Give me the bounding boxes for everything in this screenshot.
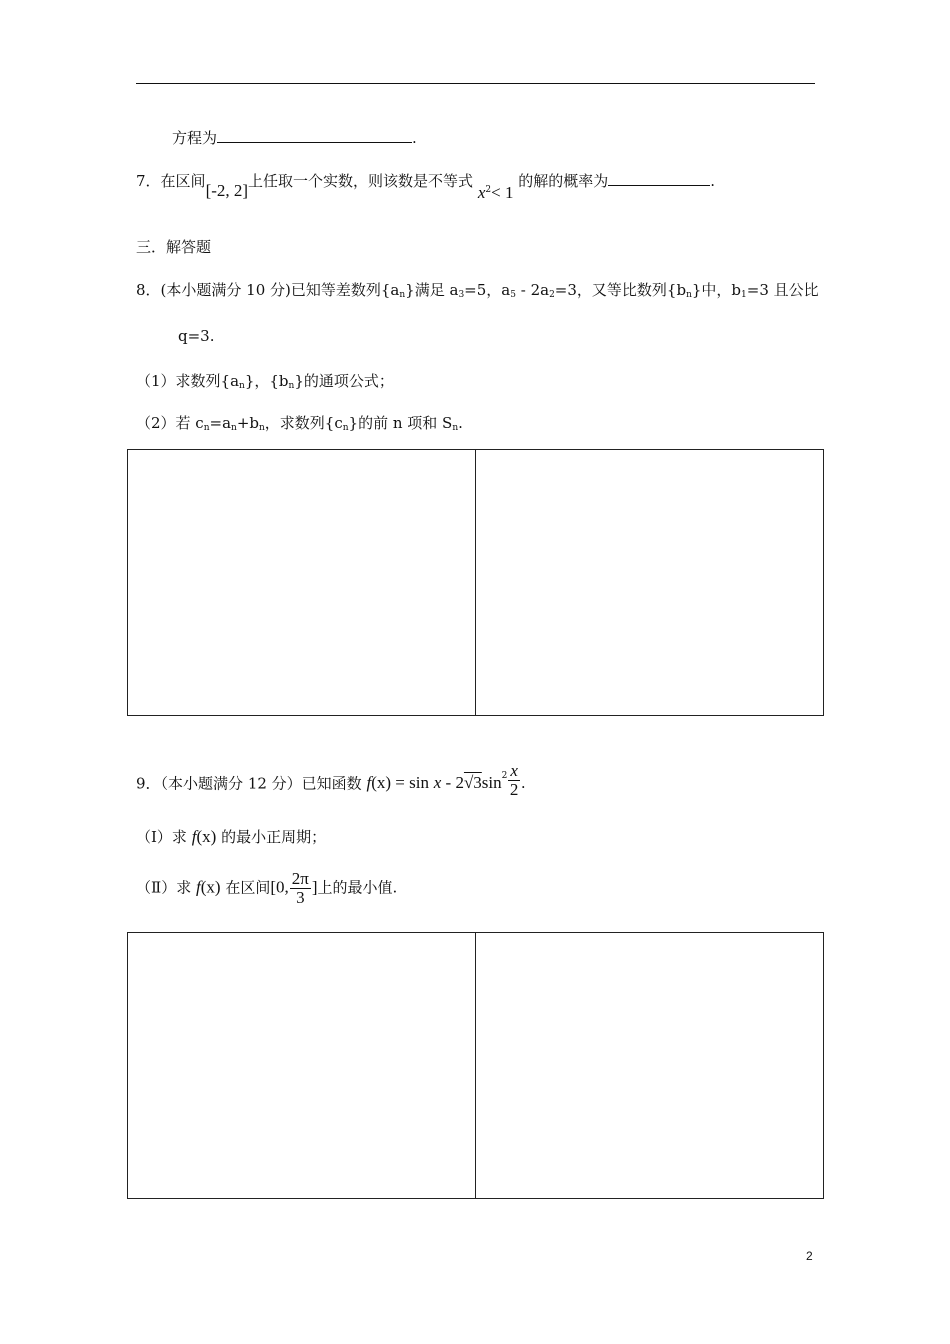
answer-area-left[interactable]: [128, 933, 475, 1198]
header-rule: [136, 83, 815, 84]
interval-expression: [-2, 2]: [205, 181, 249, 200]
question-8-line2: q=3.: [178, 327, 215, 345]
answer-blank-q7[interactable]: [608, 171, 710, 186]
answer-blank-q6[interactable]: [217, 128, 412, 143]
inequality-expression: $x^2< 1$: [477, 183, 514, 202]
answer-box-q9: [127, 932, 824, 1199]
answer-area-left[interactable]: [128, 450, 475, 715]
q6-tail: 方程为 .: [172, 129, 417, 147]
answer-box-q8: [127, 449, 824, 716]
question-9-part1: （Ⅰ）求 f(x) 的最小正周期；: [136, 827, 327, 846]
question-number: 8．: [136, 281, 161, 299]
question-number: 9．: [136, 774, 161, 793]
section-title: 三．解答题: [136, 238, 212, 256]
page-number: 2: [806, 1249, 813, 1263]
question-number: 7．: [136, 172, 161, 190]
function-expression: $f(x) = \sin x - 2√3\sin^2$ $\frac{x}{2}$ .: [366, 761, 526, 799]
question-9: 9．（本小题满分 12 分）已知函数 $f(x) = \sin x - 2√3\sin^2$ $\frac{x}{2}$ .: [136, 761, 526, 799]
question-7: 7．在区间[-2, 2]上任取一个实数，则该数是不等式 $x^2< 1$ 的解的概率为 .: [136, 172, 716, 202]
question-8: 8．(本小题满分 10 分)已知等差数列$\{a_n\}$满足 $a_3=5$，$a_5 - 2a_2=3$，又等比数列$\{b_n\}$中，$b_1=3$ 且公比: [136, 281, 819, 300]
fraction: $\frac{x}{2}$: [509, 761, 519, 799]
question-8-part1: （1）求数列$\{a_n\}$，$\{b_n\}$的通项公式；: [136, 372, 394, 391]
fraction: $\frac{2\pi}{3}$: [291, 869, 309, 907]
question-8-part2: （2）若 $c_n=a_n+b_n$，求数列$\{c_n\}$的前 n 项和 $S_n$.: [136, 414, 463, 433]
question-9-part2: （Ⅱ）求 f(x) 在区间[0, $\frac{2\pi}{3}$ ]上的最小值.: [136, 869, 398, 907]
answer-area-right[interactable]: [476, 450, 823, 715]
answer-area-right[interactable]: [476, 933, 823, 1198]
